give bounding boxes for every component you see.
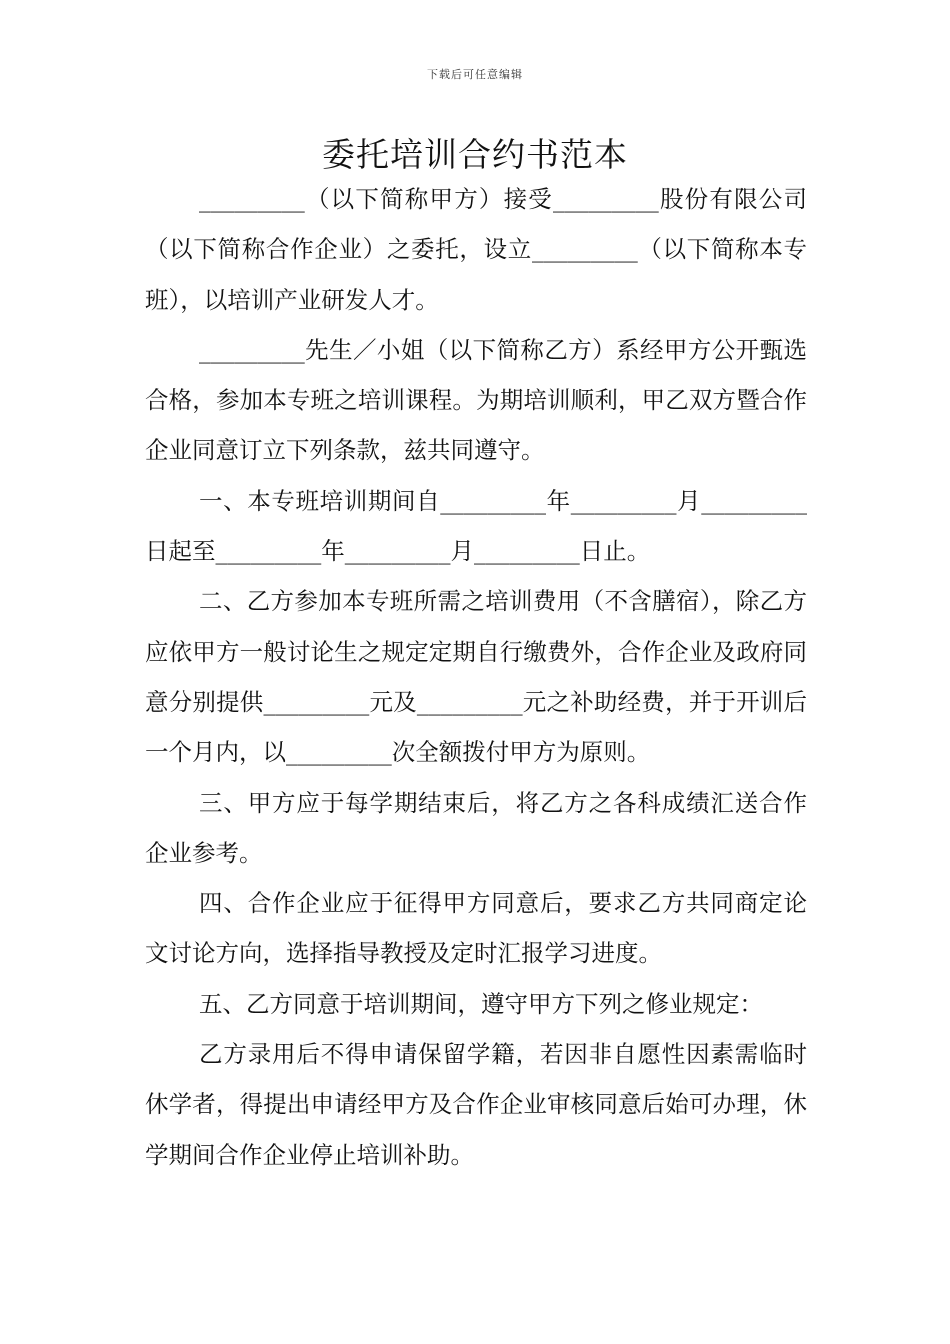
paragraph-trainee: _________先生／小姐（以下简称乙方）系经甲方公开甄选合格，参加本专班之培训课程。为期培训顺利，甲乙双方暨合作企业同意订立下列条款，兹共同遵守。 [145,335,807,465]
clause-5: 五、乙方同意于培训期间，遵守甲方下列之修业规定： [199,989,763,1018]
clause-1: 一、本专班培训期间自_________年_________月_________日起至_________年_________月_________日止。 [145,486,807,566]
document-body [145,174,807,1180]
clause-4: 四、合作企业应于征得甲方同意后，要求乙方共同商定论文讨论方向，选择指导教授及定时汇报学习进度。 [145,889,807,968]
clause-2: 二、乙方参加本专班所需之培训费用（不含膳宿），除乙方应依甲方一般讨论生之规定定期自行缴费外，合作企业及政府同意分别提供_________元及_________元之补助经费，并于开训后一个月内，以_________次全额拨付甲方为原则。 [145,587,807,767]
header-note: 下载后可任意编辑 [427,68,523,81]
clause-3: 三、甲方应于每学期结束后，将乙方之各科成绩汇送合作企业参考。 [145,788,807,867]
document-title: 委托培训合约书范本 [322,135,628,174]
clause-5-detail: 乙方录用后不得申请保留学籍，若因非自愿性因素需临时休学者，得提出申请经甲方及合作企业审核同意后始可办理，休学期间合作企业停止培训补助。 [145,1040,807,1169]
paragraph-intro: _________（以下简称甲方）接受_________股份有限公司（以下简称合作企业）之委托，设立_________（以下简称本专班），以培训产业研发人才。 [145,185,807,314]
